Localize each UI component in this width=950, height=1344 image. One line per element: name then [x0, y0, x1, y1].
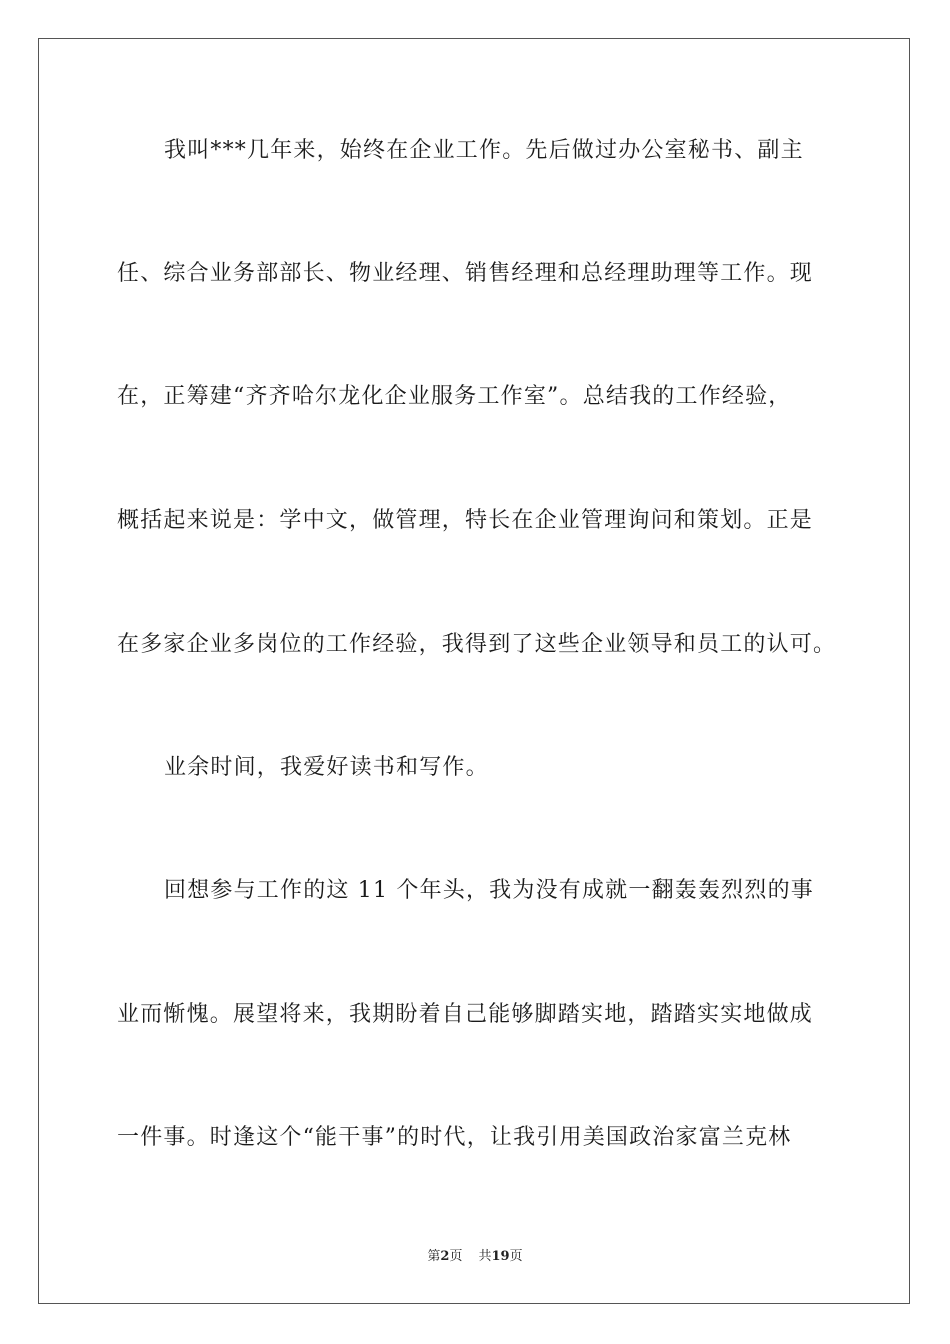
total-pages: 19 — [491, 1249, 510, 1264]
paragraph-line: 任、综合业务部部长、物业经理、销售经理和总经理助理等工作。现 — [117, 261, 814, 286]
paragraph-line: 在，正筹建“齐齐哈尔龙化企业服务工作室”。总结我的工作经验， — [117, 384, 792, 409]
page-suffix: 页 — [449, 1249, 463, 1264]
page-footer — [0, 1248, 950, 1266]
page-border — [38, 38, 910, 1304]
paragraph-line: 业余时间，我爱好读书和写作。 — [164, 755, 489, 780]
paragraph-line: 在多家企业多岗位的工作经验，我得到了这些企业领导和员工的认可。 — [117, 632, 837, 657]
total-suffix: 页 — [509, 1249, 523, 1264]
page-number: 2 — [440, 1249, 450, 1264]
total-prefix: 共 — [478, 1249, 492, 1264]
paragraph-line: 一件事。时逢这个“能干事”的时代，让我引用美国政治家富兰克林 — [117, 1125, 792, 1150]
paragraph-line: 回想参与工作的这 11 个年头，我为没有成就一翻轰轰烈烈的事 — [164, 878, 814, 903]
page-prefix: 第 — [427, 1249, 441, 1264]
paragraph-line: 概括起来说是：学中文，做管理，特长在企业管理询问和策划。正是 — [117, 508, 814, 533]
paragraph-line: 业而惭愧。展望将来，我期盼着自己能够脚踏实地，踏踏实实地做成 — [117, 1002, 814, 1027]
paragraph-line: 我叫***几年来，始终在企业工作。先后做过办公室秘书、副主 — [164, 138, 804, 163]
